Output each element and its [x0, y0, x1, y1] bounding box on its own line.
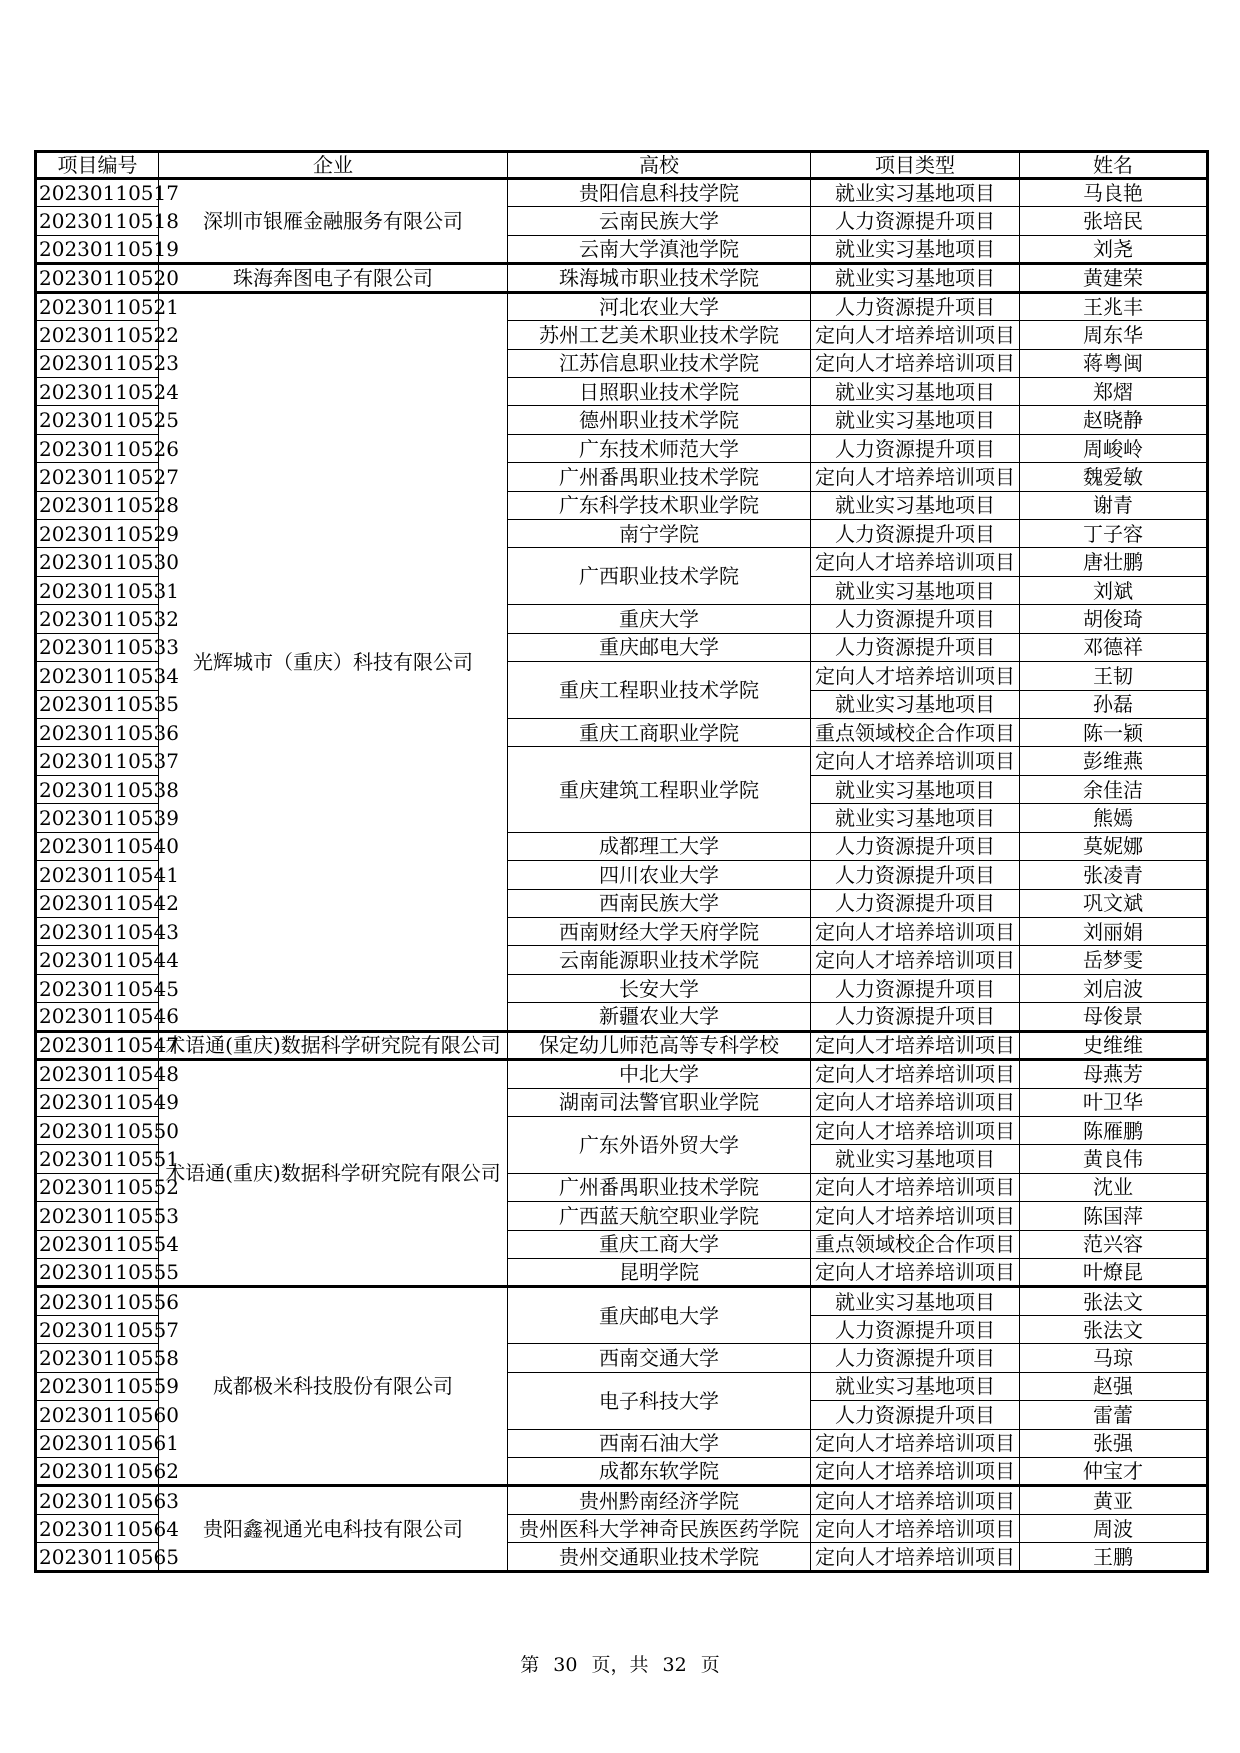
name-cell: 邓德祥 — [1020, 633, 1208, 661]
page-number-footer: 第 30 页，共 32 页 — [520, 1654, 720, 1676]
project-id-cell: 20230110552 — [36, 1173, 159, 1201]
project-type-cell: 人力资源提升项目 — [811, 1003, 1020, 1031]
name-cell: 黄良伟 — [1020, 1145, 1208, 1173]
project-id-cell: 20230110538 — [36, 775, 159, 803]
project-type-cell: 就业实习基地项目 — [811, 377, 1020, 405]
name-cell: 张法文 — [1020, 1315, 1208, 1343]
university-cell: 德州职业技术学院 — [508, 406, 811, 434]
university-cell: 河北农业大学 — [508, 292, 811, 320]
project-id-cell: 20230110542 — [36, 889, 159, 917]
project-type-cell: 定向人才培养培训项目 — [811, 747, 1020, 775]
project-type-cell: 就业实习基地项目 — [811, 1287, 1020, 1315]
project-id-cell: 20230110533 — [36, 633, 159, 661]
project-type-cell: 定向人才培养培训项目 — [811, 1486, 1020, 1514]
university-cell: 重庆工程职业技术学院 — [508, 662, 811, 719]
project-id-cell: 20230110563 — [36, 1486, 159, 1514]
university-cell: 广州番禺职业技术学院 — [508, 463, 811, 491]
project-type-cell: 重点领域校企合作项目 — [811, 719, 1020, 747]
project-type-cell: 人力资源提升项目 — [811, 605, 1020, 633]
name-cell: 胡俊琦 — [1020, 605, 1208, 633]
name-cell: 周东华 — [1020, 321, 1208, 349]
name-cell: 王鹏 — [1020, 1543, 1208, 1572]
project-id-cell: 20230110523 — [36, 349, 159, 377]
project-id-cell: 20230110544 — [36, 946, 159, 974]
company-cell: 成都极米科技股份有限公司 — [159, 1287, 508, 1486]
project-type-cell: 就业实习基地项目 — [811, 264, 1020, 292]
table-row — [36, 1031, 1208, 1059]
name-cell: 王兆丰 — [1020, 292, 1208, 320]
project-type-cell: 就业实习基地项目 — [811, 576, 1020, 604]
header-project-type: 项目类型 — [811, 152, 1020, 179]
project-id-cell: 20230110551 — [36, 1145, 159, 1173]
university-cell: 南宁学院 — [508, 520, 811, 548]
university-cell: 重庆建筑工程职业学院 — [508, 747, 811, 832]
name-cell: 叶燎昆 — [1020, 1259, 1208, 1287]
project-id-cell: 20230110526 — [36, 434, 159, 462]
name-cell: 刘尧 — [1020, 235, 1208, 263]
university-cell: 云南能源职业技术学院 — [508, 946, 811, 974]
university-cell: 重庆邮电大学 — [508, 633, 811, 661]
university-cell: 湖南司法警官职业学院 — [508, 1088, 811, 1116]
name-cell: 刘丽娟 — [1020, 917, 1208, 945]
university-cell: 西南石油大学 — [508, 1429, 811, 1457]
name-cell: 谢青 — [1020, 491, 1208, 519]
company-cell: 珠海奔图电子有限公司 — [159, 264, 508, 292]
project-id-cell: 20230110522 — [36, 321, 159, 349]
project-type-cell: 人力资源提升项目 — [811, 1401, 1020, 1429]
name-cell: 马良艳 — [1020, 179, 1208, 207]
table-row — [36, 1486, 1208, 1514]
name-cell: 彭维燕 — [1020, 747, 1208, 775]
university-cell: 广西蓝天航空职业学院 — [508, 1202, 811, 1230]
project-id-cell: 20230110546 — [36, 1003, 159, 1031]
name-cell: 张凌青 — [1020, 861, 1208, 889]
project-id-cell: 20230110547 — [36, 1031, 159, 1059]
university-cell: 云南大学滇池学院 — [508, 235, 811, 263]
name-cell: 史维维 — [1020, 1031, 1208, 1059]
university-cell: 成都理工大学 — [508, 832, 811, 860]
university-cell: 珠海城市职业技术学院 — [508, 264, 811, 292]
name-cell: 仲宝才 — [1020, 1457, 1208, 1485]
header-company: 企业 — [159, 152, 508, 179]
name-cell: 范兴容 — [1020, 1230, 1208, 1258]
name-cell: 马琼 — [1020, 1344, 1208, 1372]
name-cell: 黄亚 — [1020, 1486, 1208, 1514]
project-id-cell: 20230110525 — [36, 406, 159, 434]
project-id-cell: 20230110529 — [36, 520, 159, 548]
project-id-cell: 20230110558 — [36, 1344, 159, 1372]
project-type-cell: 人力资源提升项目 — [811, 207, 1020, 235]
name-cell: 巩文斌 — [1020, 889, 1208, 917]
university-cell: 苏州工艺美术职业技术学院 — [508, 321, 811, 349]
project-id-cell: 20230110562 — [36, 1457, 159, 1485]
name-cell: 唐壮鹏 — [1020, 548, 1208, 576]
project-id-cell: 20230110524 — [36, 377, 159, 405]
project-id-cell: 20230110555 — [36, 1259, 159, 1287]
university-cell: 四川农业大学 — [508, 861, 811, 889]
university-cell: 广州番禺职业技术学院 — [508, 1173, 811, 1201]
project-type-cell: 定向人才培养培训项目 — [811, 463, 1020, 491]
project-id-cell: 20230110517 — [36, 179, 159, 207]
project-type-cell: 就业实习基地项目 — [811, 179, 1020, 207]
project-id-cell: 20230110560 — [36, 1401, 159, 1429]
university-cell: 西南民族大学 — [508, 889, 811, 917]
university-cell: 长安大学 — [508, 974, 811, 1002]
project-id-cell: 20230110518 — [36, 207, 159, 235]
project-id-cell: 20230110564 — [36, 1514, 159, 1542]
project-id-cell: 20230110559 — [36, 1372, 159, 1400]
project-type-cell: 定向人才培养培训项目 — [811, 1173, 1020, 1201]
project-id-cell: 20230110532 — [36, 605, 159, 633]
project-id-cell: 20230110528 — [36, 491, 159, 519]
name-cell: 张强 — [1020, 1429, 1208, 1457]
university-cell: 重庆大学 — [508, 605, 811, 633]
name-cell: 蒋粤闽 — [1020, 349, 1208, 377]
university-cell: 新疆农业大学 — [508, 1003, 811, 1031]
project-id-cell: 20230110539 — [36, 804, 159, 832]
project-type-cell: 定向人才培养培训项目 — [811, 662, 1020, 690]
university-cell: 西南财经大学天府学院 — [508, 917, 811, 945]
project-type-cell: 就业实习基地项目 — [811, 235, 1020, 263]
name-cell: 周波 — [1020, 1514, 1208, 1542]
name-cell: 叶卫华 — [1020, 1088, 1208, 1116]
university-cell: 电子科技大学 — [508, 1372, 811, 1429]
university-cell: 广西职业技术学院 — [508, 548, 811, 605]
project-type-cell: 人力资源提升项目 — [811, 520, 1020, 548]
university-cell: 贵阳信息科技学院 — [508, 179, 811, 207]
university-cell: 重庆邮电大学 — [508, 1287, 811, 1344]
university-cell: 重庆工商大学 — [508, 1230, 811, 1258]
project-type-cell: 定向人才培养培训项目 — [811, 1031, 1020, 1059]
project-type-cell: 人力资源提升项目 — [811, 832, 1020, 860]
table-row — [36, 179, 1208, 207]
project-id-cell: 20230110535 — [36, 690, 159, 718]
project-type-cell: 就业实习基地项目 — [811, 1145, 1020, 1173]
name-cell: 孙磊 — [1020, 690, 1208, 718]
project-type-cell: 就业实习基地项目 — [811, 491, 1020, 519]
project-type-cell: 定向人才培养培训项目 — [811, 917, 1020, 945]
project-type-cell: 定向人才培养培训项目 — [811, 1457, 1020, 1485]
company-cell: 贵阳鑫视通光电科技有限公司 — [159, 1486, 508, 1572]
project-type-cell: 就业实习基地项目 — [811, 690, 1020, 718]
project-type-cell: 重点领域校企合作项目 — [811, 1230, 1020, 1258]
company-cell: 术语通(重庆)数据科学研究院有限公司 — [159, 1060, 508, 1287]
header-name: 姓名 — [1020, 152, 1208, 179]
project-id-cell: 20230110537 — [36, 747, 159, 775]
table-row — [36, 1060, 1208, 1088]
records-table — [34, 150, 1209, 1573]
name-cell: 母燕芳 — [1020, 1060, 1208, 1088]
university-cell: 中北大学 — [508, 1060, 811, 1088]
name-cell: 陈雁鹏 — [1020, 1116, 1208, 1144]
name-cell: 刘斌 — [1020, 576, 1208, 604]
project-type-cell: 就业实习基地项目 — [811, 775, 1020, 803]
project-type-cell: 定向人才培养培训项目 — [811, 1060, 1020, 1088]
name-cell: 岳梦雯 — [1020, 946, 1208, 974]
project-id-cell: 20230110534 — [36, 662, 159, 690]
project-id-cell: 20230110554 — [36, 1230, 159, 1258]
project-id-cell: 20230110531 — [36, 576, 159, 604]
university-cell: 日照职业技术学院 — [508, 377, 811, 405]
project-id-cell: 20230110540 — [36, 832, 159, 860]
project-type-cell: 定向人才培养培训项目 — [811, 1116, 1020, 1144]
university-cell: 西南交通大学 — [508, 1344, 811, 1372]
project-type-cell: 定向人才培养培训项目 — [811, 1088, 1020, 1116]
project-type-cell: 定向人才培养培训项目 — [811, 548, 1020, 576]
project-type-cell: 人力资源提升项目 — [811, 1344, 1020, 1372]
company-cell: 光辉城市（重庆）科技有限公司 — [159, 292, 508, 1031]
university-cell: 广东外语外贸大学 — [508, 1116, 811, 1173]
university-cell: 云南民族大学 — [508, 207, 811, 235]
project-type-cell: 定向人才培养培训项目 — [811, 1429, 1020, 1457]
table-header-row — [36, 152, 1208, 179]
university-cell: 贵州医科大学神奇民族医药学院 — [508, 1514, 811, 1542]
name-cell: 魏爱敏 — [1020, 463, 1208, 491]
name-cell: 雷蕾 — [1020, 1401, 1208, 1429]
project-id-cell: 20230110527 — [36, 463, 159, 491]
project-type-cell: 人力资源提升项目 — [811, 434, 1020, 462]
project-type-cell: 定向人才培养培训项目 — [811, 321, 1020, 349]
university-cell: 成都东软学院 — [508, 1457, 811, 1485]
university-cell: 昆明学院 — [508, 1259, 811, 1287]
university-cell: 重庆工商职业学院 — [508, 719, 811, 747]
name-cell: 黄建荣 — [1020, 264, 1208, 292]
table-row — [36, 1287, 1208, 1315]
project-type-cell: 就业实习基地项目 — [811, 1372, 1020, 1400]
name-cell: 余佳洁 — [1020, 775, 1208, 803]
name-cell: 母俊景 — [1020, 1003, 1208, 1031]
company-cell: 深圳市银雁金融服务有限公司 — [159, 179, 508, 264]
project-id-cell: 20230110548 — [36, 1060, 159, 1088]
project-type-cell: 定向人才培养培训项目 — [811, 1202, 1020, 1230]
project-type-cell: 定向人才培养培训项目 — [811, 1259, 1020, 1287]
project-id-cell: 20230110520 — [36, 264, 159, 292]
project-type-cell: 就业实习基地项目 — [811, 804, 1020, 832]
project-type-cell: 人力资源提升项目 — [811, 1315, 1020, 1343]
project-id-cell: 20230110556 — [36, 1287, 159, 1315]
name-cell: 张法文 — [1020, 1287, 1208, 1315]
company-cell: 术语通(重庆)数据科学研究院有限公司 — [159, 1031, 508, 1059]
name-cell: 赵强 — [1020, 1372, 1208, 1400]
header-university: 高校 — [508, 152, 811, 179]
table-row — [36, 292, 1208, 320]
name-cell: 沈业 — [1020, 1173, 1208, 1201]
university-cell: 贵州黔南经济学院 — [508, 1486, 811, 1514]
project-id-cell: 20230110530 — [36, 548, 159, 576]
university-cell: 广东科学技术职业学院 — [508, 491, 811, 519]
name-cell: 张培民 — [1020, 207, 1208, 235]
project-id-cell: 20230110561 — [36, 1429, 159, 1457]
project-type-cell: 定向人才培养培训项目 — [811, 349, 1020, 377]
university-cell: 江苏信息职业技术学院 — [508, 349, 811, 377]
table-body — [36, 179, 1208, 1572]
project-type-cell: 定向人才培养培训项目 — [811, 1543, 1020, 1572]
university-cell: 贵州交通职业技术学院 — [508, 1543, 811, 1572]
name-cell: 莫妮娜 — [1020, 832, 1208, 860]
project-id-cell: 20230110549 — [36, 1088, 159, 1116]
project-id-cell: 20230110521 — [36, 292, 159, 320]
university-cell: 广东技术师范大学 — [508, 434, 811, 462]
name-cell: 陈国萍 — [1020, 1202, 1208, 1230]
name-cell: 丁子容 — [1020, 520, 1208, 548]
name-cell: 周峻岭 — [1020, 434, 1208, 462]
name-cell: 赵晓静 — [1020, 406, 1208, 434]
project-type-cell: 人力资源提升项目 — [811, 889, 1020, 917]
project-id-cell: 20230110541 — [36, 861, 159, 889]
project-id-cell: 20230110536 — [36, 719, 159, 747]
project-type-cell: 人力资源提升项目 — [811, 292, 1020, 320]
project-type-cell: 定向人才培养培训项目 — [811, 1514, 1020, 1542]
project-id-cell: 20230110557 — [36, 1315, 159, 1343]
project-type-cell: 就业实习基地项目 — [811, 406, 1020, 434]
name-cell: 陈一颖 — [1020, 719, 1208, 747]
project-id-cell: 20230110553 — [36, 1202, 159, 1230]
project-type-cell: 人力资源提升项目 — [811, 974, 1020, 1002]
table-row — [36, 264, 1208, 292]
project-type-cell: 人力资源提升项目 — [811, 633, 1020, 661]
name-cell: 刘启波 — [1020, 974, 1208, 1002]
project-id-cell: 20230110545 — [36, 974, 159, 1002]
project-id-cell: 20230110565 — [36, 1543, 159, 1572]
project-type-cell: 人力资源提升项目 — [811, 861, 1020, 889]
header-project-id: 项目编号 — [36, 152, 159, 179]
project-id-cell: 20230110550 — [36, 1116, 159, 1144]
name-cell: 熊嫣 — [1020, 804, 1208, 832]
project-id-cell: 20230110519 — [36, 235, 159, 263]
name-cell: 王韧 — [1020, 662, 1208, 690]
project-type-cell: 定向人才培养培训项目 — [811, 946, 1020, 974]
name-cell: 郑熠 — [1020, 377, 1208, 405]
university-cell: 保定幼儿师范高等专科学校 — [508, 1031, 811, 1059]
project-id-cell: 20230110543 — [36, 917, 159, 945]
